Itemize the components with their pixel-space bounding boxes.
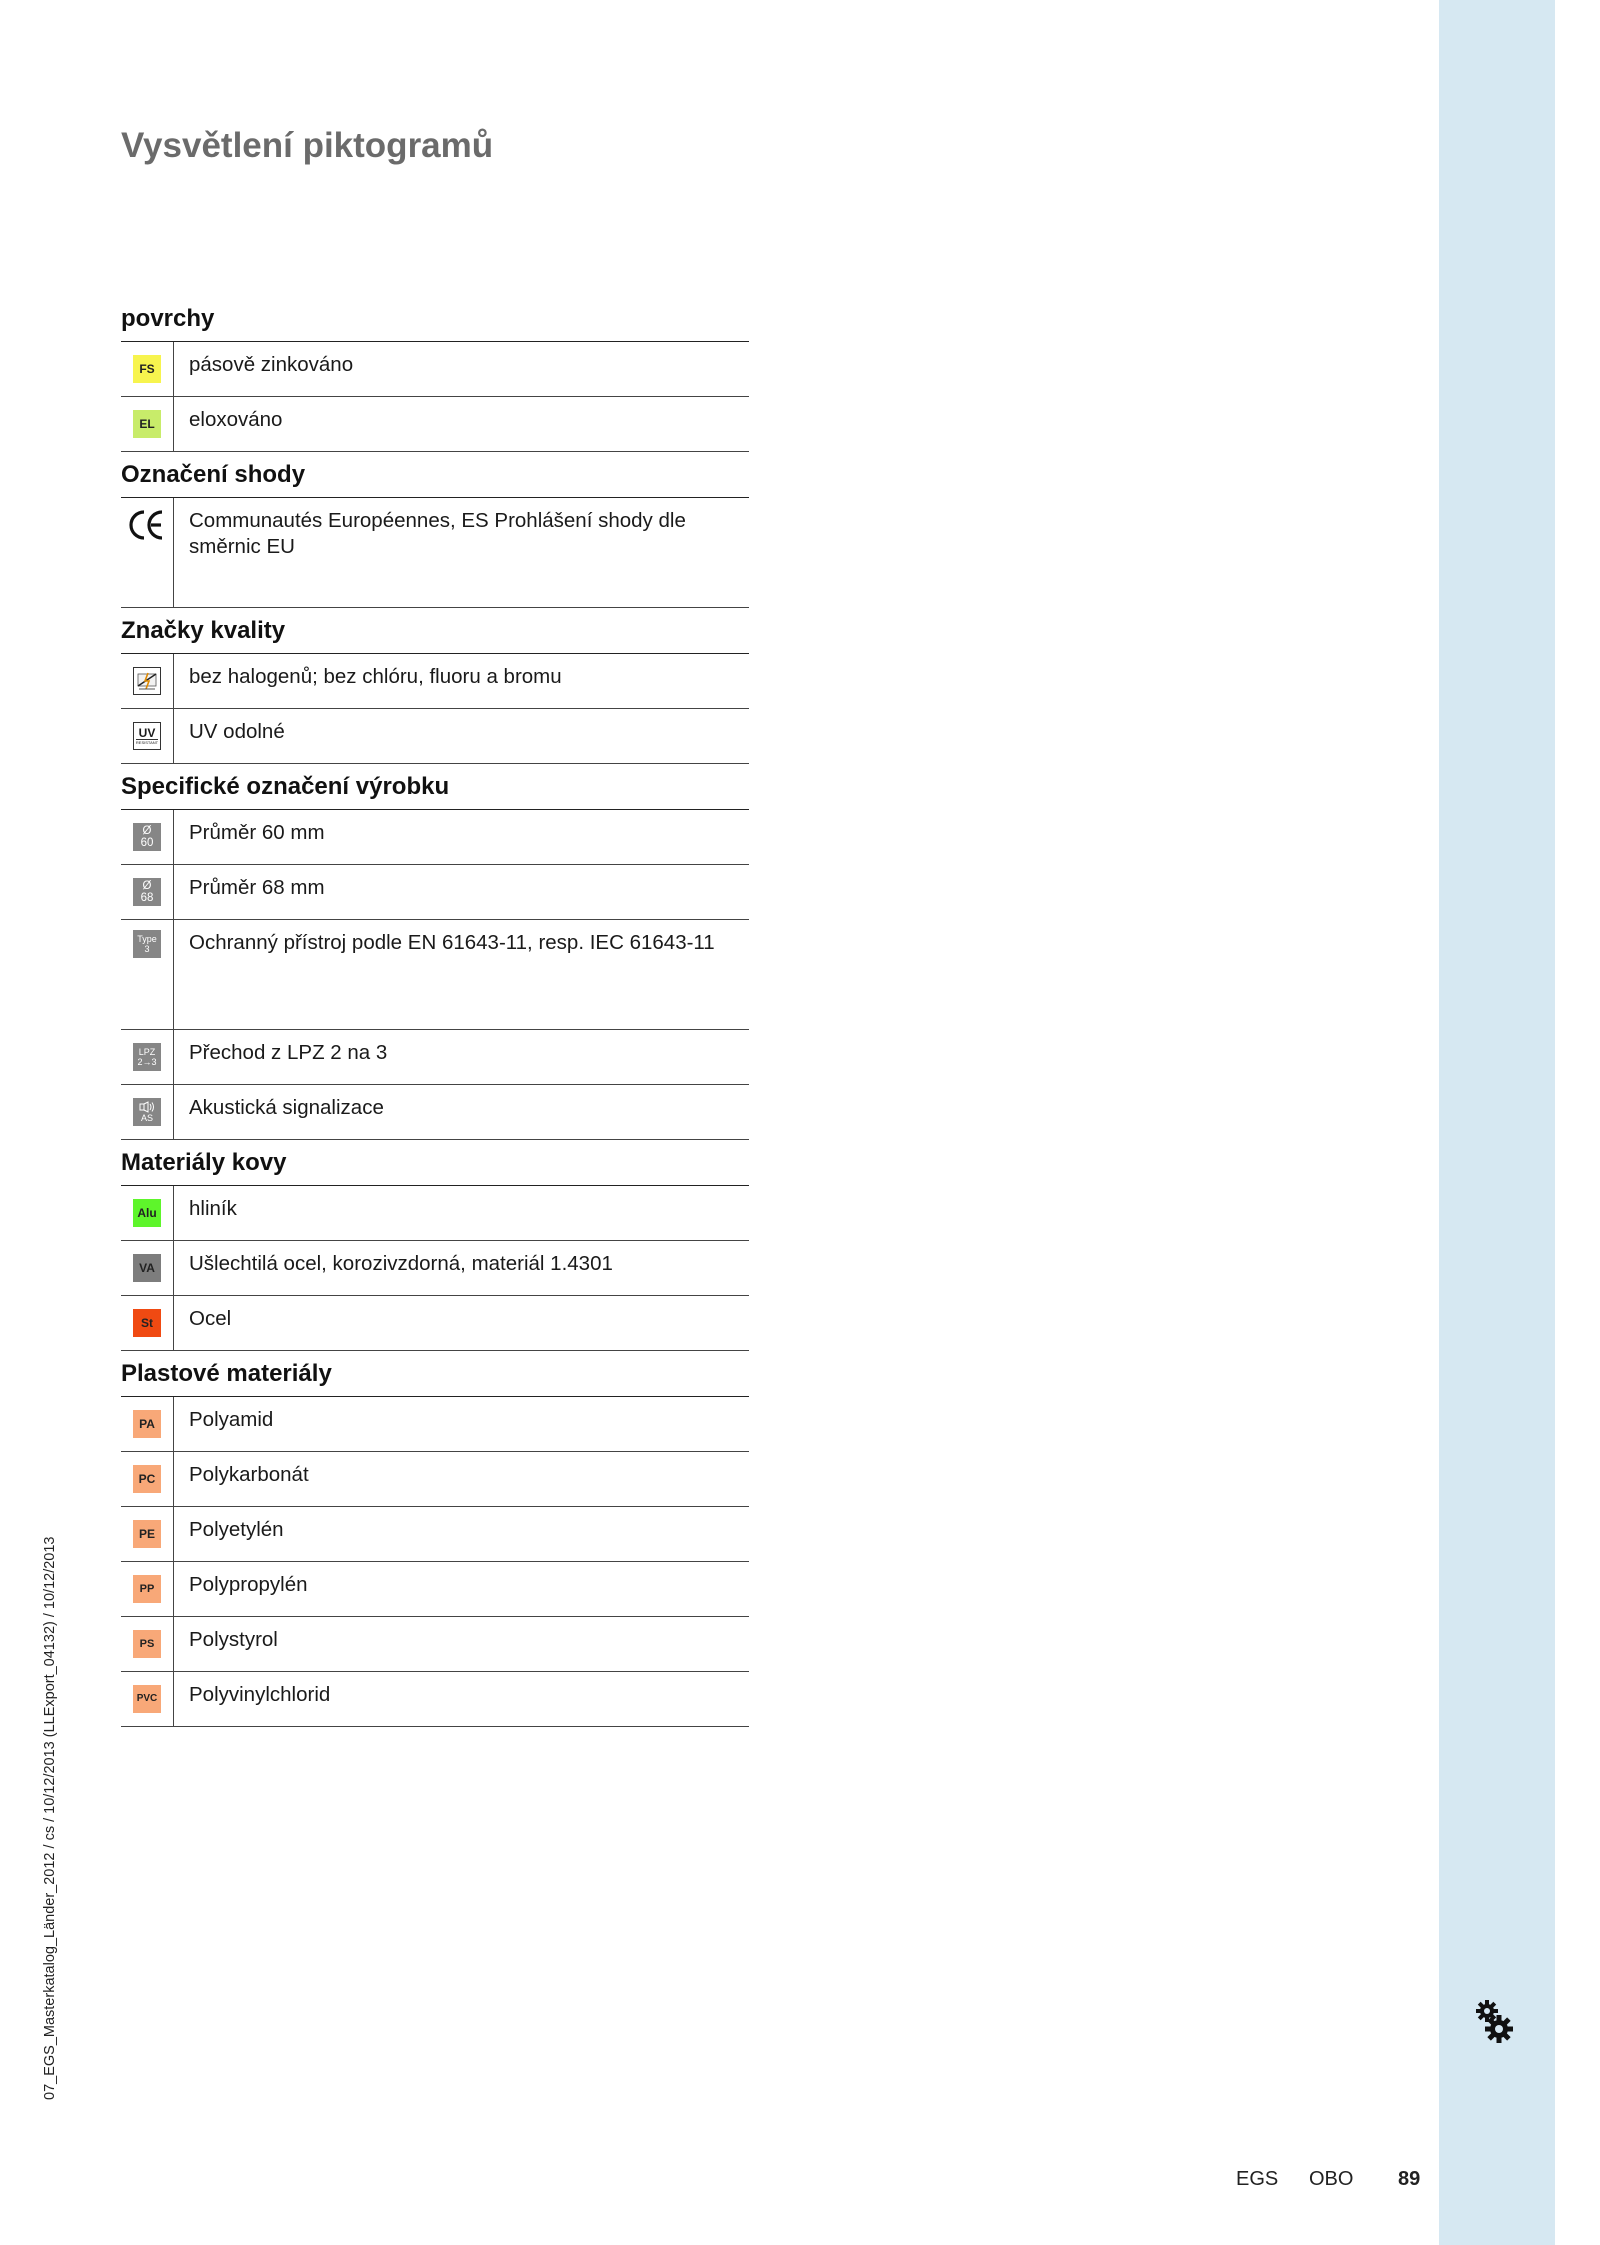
side-band xyxy=(1439,0,1555,2245)
pp-icon: PP xyxy=(133,1575,161,1603)
section-quality xyxy=(121,608,749,764)
legend-text: Polyamid xyxy=(189,1408,274,1431)
section-surfaces xyxy=(121,296,749,452)
legend-row xyxy=(121,920,749,1030)
legend-row xyxy=(121,1296,749,1351)
section-plastics xyxy=(121,1351,749,1727)
ps-icon: PS xyxy=(133,1630,161,1658)
legend-text: UV odolné xyxy=(189,720,285,743)
pe-icon: PE xyxy=(133,1520,161,1548)
pa-icon: PA xyxy=(133,1410,161,1438)
legend-row xyxy=(121,1030,749,1085)
legend-text: Akustická signalizace xyxy=(189,1096,384,1119)
diameter-68-icon: Ø 68 xyxy=(133,878,161,906)
legend-row xyxy=(121,1085,749,1140)
uv-resistant-icon: UV RESISTANT xyxy=(133,722,161,750)
legend-row xyxy=(121,1186,749,1241)
pictogram-legend xyxy=(121,296,749,1727)
legend-text: bez halogenů; bez chlóru, fluoru a bromu xyxy=(189,665,562,688)
catalog-meta: 07_EGS_Masterkatalog_Länder_2012 / cs / 10/12/2013 (LLExport_04132) / 10/12/2013 xyxy=(42,1536,58,2100)
ce-mark-icon xyxy=(127,508,167,542)
el-icon: EL xyxy=(133,410,161,438)
page-title: Vysvětlení piktogramů xyxy=(121,126,494,165)
legend-text: Polystyrol xyxy=(189,1628,278,1651)
page-number: 89 xyxy=(1398,2168,1421,2190)
legend-text: Průměr 68 mm xyxy=(189,876,325,899)
legend-text: Ochranný přístroj podle EN 61643-11, resp. IEC 61643-11 xyxy=(189,931,715,954)
section-heading: Značky kvality xyxy=(121,608,749,654)
section-metals xyxy=(121,1140,749,1351)
legend-row xyxy=(121,1397,749,1452)
legend-row xyxy=(121,498,749,608)
section-product-marking xyxy=(121,764,749,1140)
pc-icon: PC xyxy=(133,1465,161,1493)
legend-text: Přechod z LPZ 2 na 3 xyxy=(189,1041,388,1064)
legend-text: Ocel xyxy=(189,1307,232,1330)
legend-row xyxy=(121,342,749,397)
type-3-icon: Type 3 xyxy=(133,930,161,958)
legend-text: eloxováno xyxy=(189,408,283,431)
st-icon: St xyxy=(133,1309,161,1337)
footer-brand: OBO xyxy=(1309,2168,1354,2190)
section-heading: povrchy xyxy=(121,296,749,342)
legend-text: Communautés Européennes, ES Prohlášení shody dle směrnic EU xyxy=(189,509,686,558)
diameter-60-icon: Ø 60 xyxy=(133,823,161,851)
legend-text: Průměr 60 mm xyxy=(189,821,325,844)
legend-text: Polyvinylchlorid xyxy=(189,1683,331,1706)
acoustic-signal-icon: AS xyxy=(133,1098,161,1126)
legend-row xyxy=(121,709,749,764)
legend-text: hliník xyxy=(189,1197,237,1220)
legend-text: Polyetylén xyxy=(189,1518,284,1541)
legend-row xyxy=(121,397,749,452)
legend-row xyxy=(121,1241,749,1296)
legend-row xyxy=(121,865,749,920)
footer-section: EGS xyxy=(1236,2168,1279,2190)
section-conformity xyxy=(121,452,749,608)
speaker-icon xyxy=(137,1101,157,1113)
alu-icon: Alu xyxy=(133,1199,161,1227)
legend-row xyxy=(121,810,749,865)
legend-row xyxy=(121,1507,749,1562)
legend-text: Polypropylén xyxy=(189,1573,308,1596)
legend-row xyxy=(121,1452,749,1507)
legend-row xyxy=(121,654,749,709)
halogen-free-icon xyxy=(133,667,161,695)
fs-icon: FS xyxy=(133,355,161,383)
lpz-icon: LPZ 2→3 xyxy=(133,1043,161,1071)
section-heading: Plastové materiály xyxy=(121,1351,749,1397)
legend-text: pásově zinkováno xyxy=(189,353,354,376)
legend-text: Ušlechtilá ocel, korozivzdorná, materiál 1.4301 xyxy=(189,1252,613,1275)
pvc-icon: PVC xyxy=(133,1685,161,1713)
legend-row xyxy=(121,1562,749,1617)
section-heading: Specifické označení výrobku xyxy=(121,764,749,810)
gears-icon xyxy=(1474,1998,1514,2044)
section-heading: Označení shody xyxy=(121,452,749,498)
legend-row xyxy=(121,1617,749,1672)
legend-text: Polykarbonát xyxy=(189,1463,309,1486)
va-icon: VA xyxy=(133,1254,161,1282)
legend-row xyxy=(121,1672,749,1727)
section-heading: Materiály kovy xyxy=(121,1140,749,1186)
